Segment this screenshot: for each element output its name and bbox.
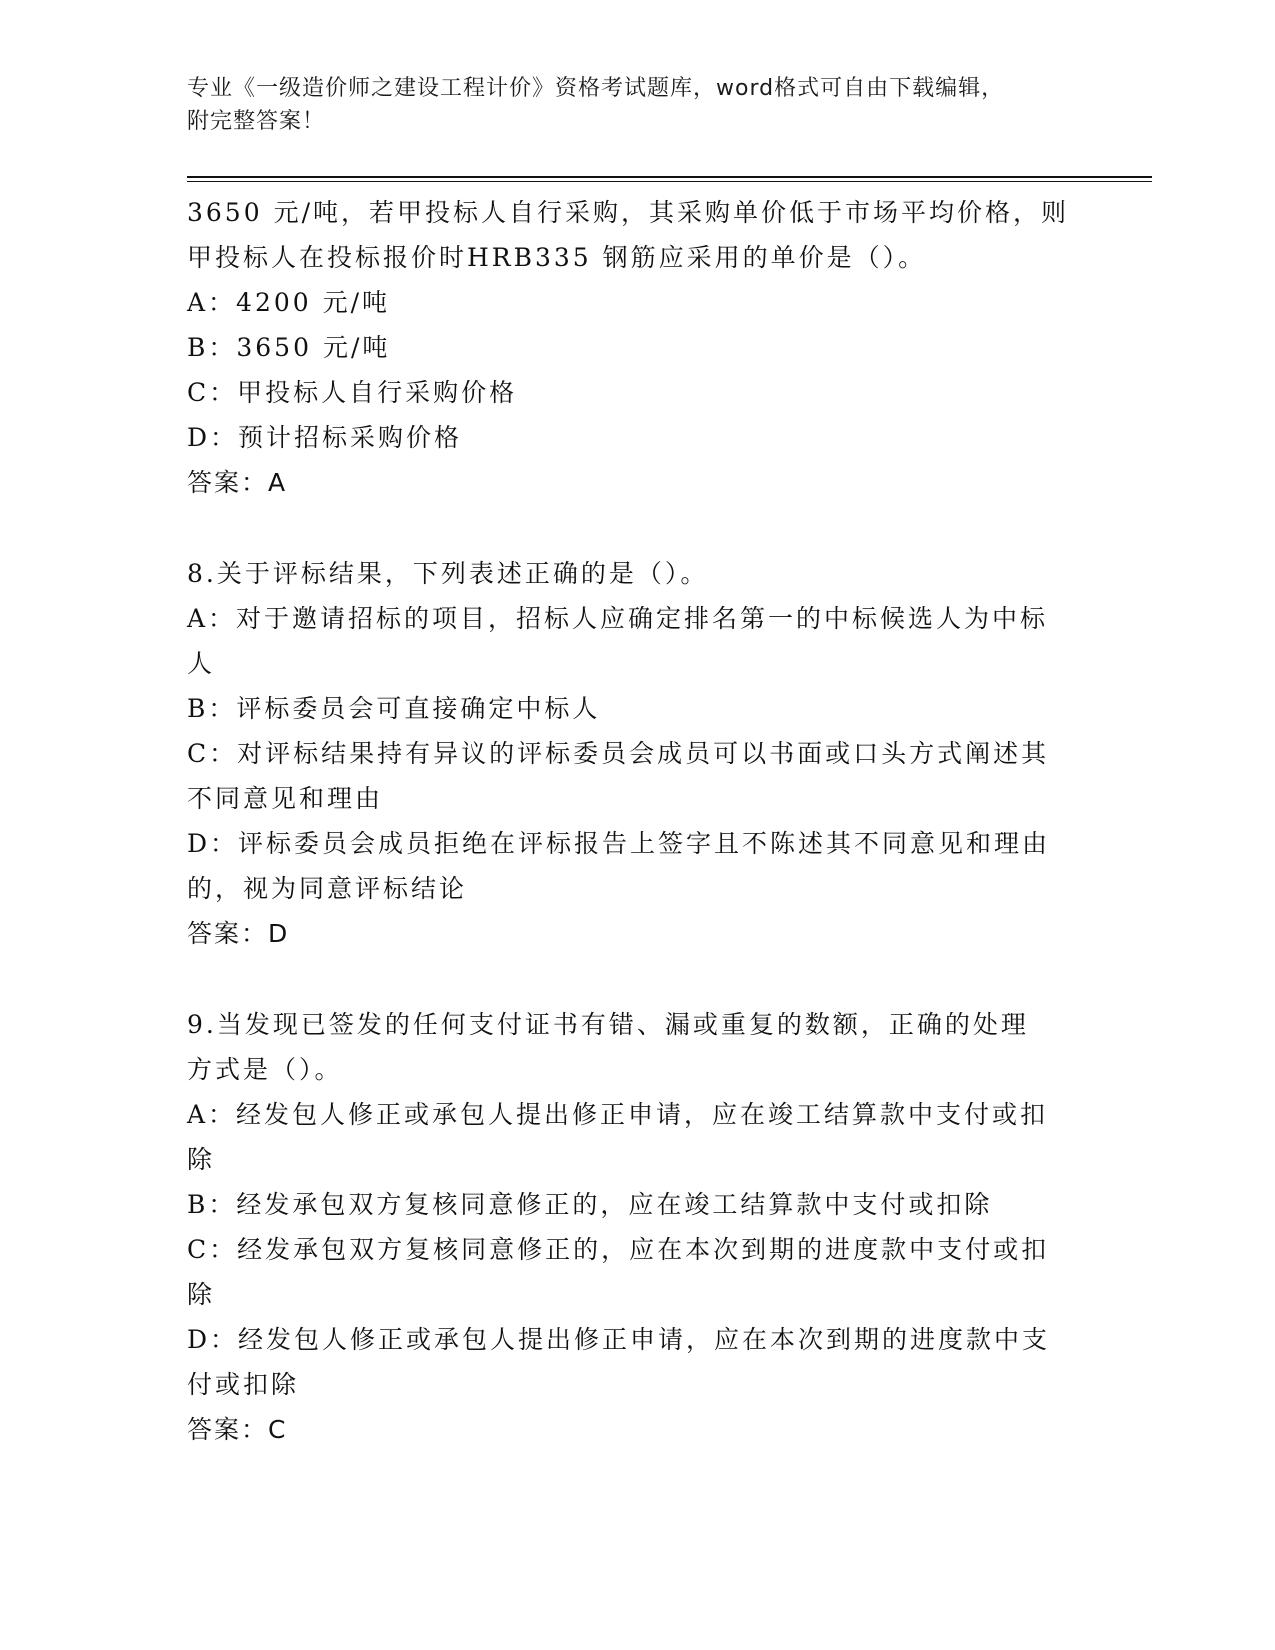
option-b: B：评标委员会可直接确定中标人 <box>187 694 601 723</box>
header-line-2: 附完整答案！ <box>187 109 326 134</box>
page-header <box>187 72 1067 138</box>
question-stem: 9.当发现已签发的任何支付证书有错、漏或重复的数额，正确的处理 <box>187 1010 1029 1039</box>
option-a-continued: 人 <box>187 649 216 678</box>
option-c-continued: 除 <box>187 1280 216 1309</box>
option-c-continued: 不同意见和理由 <box>187 784 384 813</box>
option-d-continued: 付或扣除 <box>187 1370 300 1399</box>
question-list <box>187 190 1087 1452</box>
option-d: D：评标委员会成员拒绝在评标报告上签字且不陈述其不同意见和理由 <box>187 829 1051 858</box>
question-7-continued <box>187 190 1087 505</box>
option-a: A：经发包人修正或承包人提出修正申请，应在竣工结算款中支付或扣 <box>187 1100 1049 1129</box>
option-b: B：3650 元/吨 <box>187 333 391 362</box>
option-c: C：经发承包双方复核同意修正的，应在本次到期的进度款中支付或扣 <box>187 1235 1050 1264</box>
question-8 <box>187 551 1087 956</box>
question-stem: 8.关于评标结果，下列表述正确的是（）。 <box>187 559 709 588</box>
option-a: A：对于邀请招标的项目，招标人应确定排名第一的中标候选人为中标 <box>187 604 1049 633</box>
question-9 <box>187 1002 1087 1452</box>
option-a: A：4200 元/吨 <box>187 288 391 317</box>
question-stem-line: 甲投标人在投标报价时HRB335 钢筋应采用的单价是（）。 <box>187 243 927 272</box>
option-b: B：经发承包双方复核同意修正的，应在竣工结算款中支付或扣除 <box>187 1190 993 1219</box>
header-divider <box>187 176 1152 182</box>
question-stem-continued: 方式是（）。 <box>187 1055 343 1084</box>
option-d: D：经发包人修正或承包人提出修正申请，应在本次到期的进度款中支 <box>187 1325 1051 1354</box>
option-d-continued: 的，视为同意评标结论 <box>187 874 468 903</box>
answer-line: 答案：C <box>187 1415 288 1444</box>
header-line-1: 专业《一级造价师之建设工程计价》资格考试题库，word格式可自由下载编辑， <box>187 76 1005 101</box>
option-a-continued: 除 <box>187 1145 216 1174</box>
spacer <box>187 505 1087 551</box>
option-c: C：甲投标人自行采购价格 <box>187 378 518 407</box>
question-stem-line: 3650 元/吨，若甲投标人自行采购，其采购单价低于市场平均价格，则 <box>187 198 1069 227</box>
option-d: D：预计招标采购价格 <box>187 423 463 452</box>
answer-line: 答案：A <box>187 468 288 497</box>
option-c: C：对评标结果持有异议的评标委员会成员可以书面或口头方式阐述其 <box>187 739 1050 768</box>
spacer <box>187 956 1087 1002</box>
answer-line: 答案：D <box>187 919 290 948</box>
